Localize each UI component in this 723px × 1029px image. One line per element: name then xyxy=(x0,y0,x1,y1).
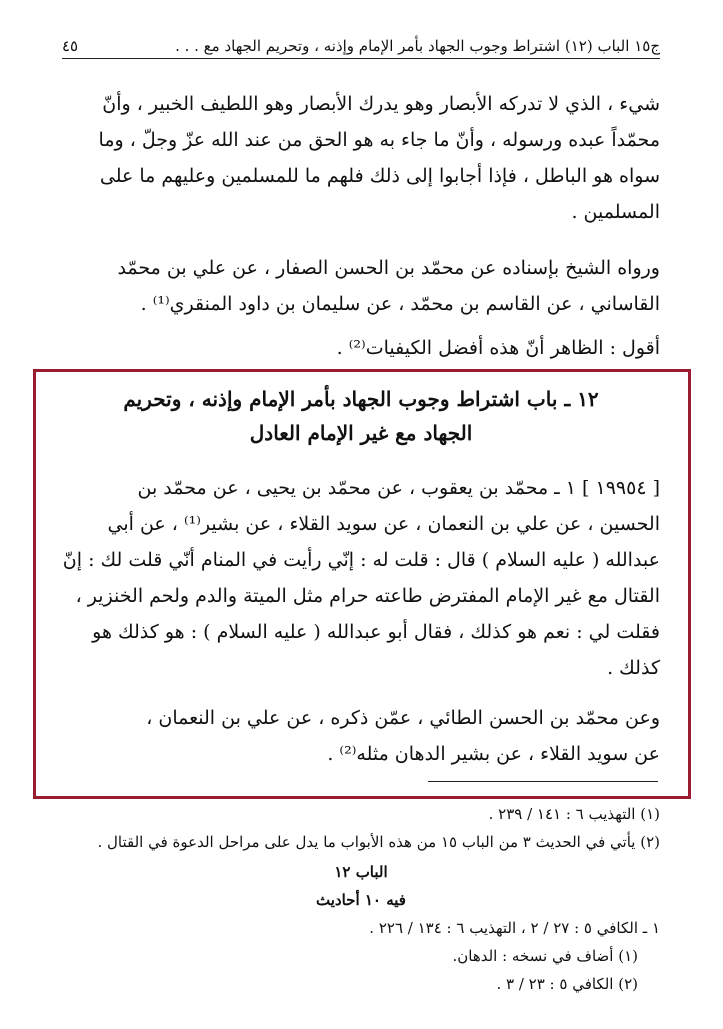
footnote: (٢) يأتي في الحديث ٣ من الباب ١٥ من هذه الأبواب ما يدل على مراحل الدعوة في القتال . xyxy=(97,833,660,851)
source-reference: ١ ـ الكافي ٥ : ٢٧ / ٢ ، التهذيب ٦ : ١٣٤ / ٢٢٦ . xyxy=(369,919,660,937)
footnotes-lower xyxy=(62,914,660,998)
text-line: سواه هو الباطل ، فإذا أجابوا إلى ذلك فلهم ما للمسلمين وعليهم ما على xyxy=(99,165,660,187)
running-head-title: ج١٥ الباب (١٢) اشتراط وجوب الجهاد بأمر الإمام وإذنه ، وتحريم الجهاد مع . . . xyxy=(175,37,660,55)
footnote: (١) التهذيب ٦ : ١٤١ / ٢٣٩ . xyxy=(488,805,660,823)
chain-paragraph xyxy=(62,700,660,772)
text-line: شيء ، الذي لا تدركه الأبصار وهو يدرك الأبصار وهو اللطيف الخبير ، وأنّ xyxy=(102,93,660,115)
paragraph-1 xyxy=(62,86,660,230)
text-line: المسلمين . xyxy=(571,201,660,223)
bab-label xyxy=(62,858,660,914)
heading-line: الجهاد مع غير الإمام العادل xyxy=(249,421,473,445)
footnote: (١) أضاف في نسخه : الدهان. xyxy=(452,947,638,965)
hadith-paragraph xyxy=(62,470,660,686)
text-line: عن سويد القلاء ، عن بشير الدهان مثله⁽²⁾ . xyxy=(327,743,660,765)
footnotes-upper xyxy=(62,800,660,856)
text-line: كذلك . xyxy=(607,657,660,679)
heading-line: ١٢ ـ باب اشتراط وجوب الجهاد بأمر الإمام وإذنه ، وتحريم xyxy=(123,387,599,411)
bab-number: الباب ١٢ xyxy=(334,863,388,881)
hadith-count: فيه ١٠ أحاديث xyxy=(316,891,406,909)
text-line: فقلت لي : نعم هو كذلك ، فقال أبو عبدالله ( عليه السلام ) : هو كذلك هو xyxy=(92,621,660,643)
footnote-rule xyxy=(428,781,658,782)
text-line: [ ١٩٩٥٤ ] ١ ـ محمّد بن يعقوب ، عن محمّد بن يحيى ، عن محمّد بن xyxy=(137,477,660,499)
text-line: الحسين ، عن علي بن النعمان ، عن سويد القلاء ، عن بشير⁽¹⁾ ، عن أبي xyxy=(107,513,660,535)
chapter-heading xyxy=(62,382,660,450)
page-number: ٤٥ xyxy=(62,37,79,55)
text-line: القاساني ، عن القاسم بن محمّد ، عن سليمان بن داود المنقري⁽¹⁾ . xyxy=(140,293,660,315)
footnote: (٢) الكافي ٥ : ٢٣ / ٣ . xyxy=(496,975,638,993)
text-line: أقول : الظاهر أنّ هذه أفضل الكيفيات⁽²⁾ . xyxy=(336,337,660,359)
text-line: محمّداً عبده ورسوله ، وأنّ ما جاء به هو الحق من عند الله عزّ وجلّ ، وما xyxy=(98,129,660,151)
text-line: القتال مع غير الإمام المفترض طاعته حرام مثل الميتة والدم ولحم الخنزير ، xyxy=(75,585,660,607)
running-head xyxy=(62,34,660,59)
paragraph-3 xyxy=(62,330,660,366)
paragraph-2 xyxy=(62,250,660,322)
text-line: وعن محمّد بن الحسن الطائي ، عمّن ذكره ، عن علي بن النعمان ، xyxy=(146,707,660,729)
text-line: ورواه الشيخ بإسناده عن محمّد بن الحسن الصفار ، عن علي بن محمّد xyxy=(117,257,660,279)
text-line: عبدالله ( عليه السلام ) قال : قلت له : إنّي رأيت في المنام أنّي قلت لك : إنّ xyxy=(62,549,660,571)
